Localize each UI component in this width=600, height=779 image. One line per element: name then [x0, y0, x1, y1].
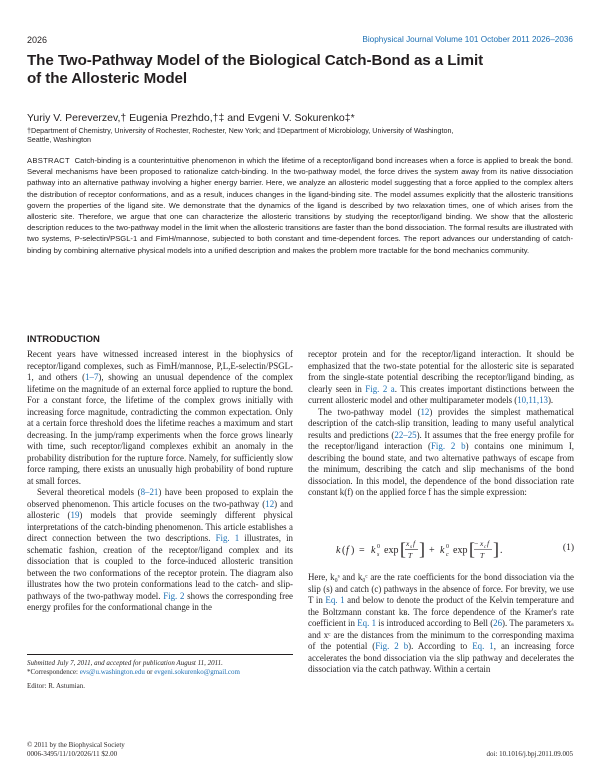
equation-1 [308, 536, 574, 562]
affiliation-line-1: †Department of Chemistry, University of Rochester, Rochester, New York; and ‡Department of Microbiology, University of Washington, [27, 126, 454, 135]
body-column-right-top [308, 349, 574, 499]
paragraph: The two-pathway model (12) provides the simplest mathematical description of the catch-slip transition, leading to many useful analytical results and predictions (22–25). It assumes that the free energy profile for the receptor/ligand interaction (Fig. 2 b) contains one minimum I, describing the bound state, and two alternative pathways of escape from the minimum, describing the catch and slip mechanisms of the bond dissociation. In this model, the dependence of the bond dissociation rate constant k(f) on the applied force f has the simple expression: [308, 406, 575, 497]
svg-text:T: T [480, 551, 485, 560]
citation-link[interactable]: 10,11,13 [517, 395, 548, 405]
abstract [27, 155, 573, 256]
paragraph: Several theoretical models (8–21) have been proposed to explain the observed phenomenon. This article focuses on the two-pathway (12) and allosteric (19) models that provide seemingly different physical interpretations of the catch-binding phenomenon. This article establishes a direct connection between the two descriptions. Fig. 1 illustrates, in schematic fashion, creation of the receptor/ligand complex and its dissociation that is coupled to the force-induced allosteric transition between the two conformations of the receptor protein. The diagram also illustrates how the two protein conformations lead to the catch- and slip-pathways of the two-pathway model. Fig. 2 shows the corresponding free energy profiles for the conformational change in the [27, 487, 293, 612]
author-list: Yuriy V. Pereverzev,† Eugenia Prezhdo,†‡ and Evgeni V. Sokurenko‡* [27, 112, 355, 124]
svg-text:f: f [413, 539, 416, 548]
equation-link[interactable]: Eq. 1 [357, 618, 377, 628]
journal-info-link[interactable]: Biophysical Journal Volume 101 October 2011 2026–2036 [362, 35, 573, 44]
svg-text:s: s [410, 545, 412, 550]
copyright [27, 741, 125, 760]
svg-text:exp: exp [384, 545, 399, 556]
submission-dates: Submitted July 7, 2011, and accepted for publication August 11, 2011. [27, 659, 223, 667]
svg-text:.: . [500, 545, 503, 556]
paragraph: receptor protein and for the receptor/ligand interaction. It should be emphasized that the two-state potential for the allosteric site is separated from the single-state potential describing the receptor/ligand binding, as clearly seen in Fig. 2 a. This creates important distinctions between the current allosteric model and other multiparameter models (10,11,13). [308, 349, 574, 405]
affiliation-line-2: Seattle, Washington [27, 135, 92, 145]
svg-text:k: k [440, 545, 445, 556]
citation-link[interactable]: 22–25 [394, 429, 417, 440]
editor: Editor: R. Astumian. [27, 681, 85, 690]
figure-link[interactable]: Fig. 2 a [365, 383, 395, 394]
footnote-divider [27, 654, 293, 655]
svg-text:): ) [351, 545, 355, 556]
paragraph: Here, k₀ˢ and k₀ᶜ are the rate coefficients for the bond dissociation via the slip (s) and catch (c) pathways in the absence of force. For brevity, we use T in Eq. 1 and below to denote the product of the Kelvin temperature and the Boltzmann constant kʙ. The force dependence of the Kramer's rate coefficient in Eq. 1 is introduced according to Bell (26). The parameters xₛ and xᶜ are the distances from the minimum to the corresponding maxima of the potential (Fig. 2 b). According to Eq. 1, an increasing force accelerates the bond dissociation via the slip pathway and decelerates the dissociation via the catch pathway. Within a certain [308, 572, 575, 674]
copyright-line-1: © 2011 by the Biophysical Society [27, 741, 125, 749]
svg-text:+: + [429, 545, 435, 556]
correspondence: *Correspondence: evs@u.washington.edu or evgeni.sokurenko@gmail.com [27, 668, 240, 677]
citation-link[interactable]: 12 [420, 406, 430, 417]
abstract-label: ABSTRACT [27, 156, 70, 165]
svg-text:0: 0 [377, 544, 380, 550]
svg-text:x: x [406, 539, 410, 548]
footnotes [27, 659, 293, 691]
figure-link[interactable]: Fig. 2 b [375, 641, 409, 651]
svg-text:[: [ [469, 539, 475, 559]
citation-link[interactable]: 26 [493, 618, 503, 628]
section-heading-introduction: INTRODUCTION [27, 334, 100, 345]
svg-text:exp: exp [453, 545, 468, 556]
svg-text:[: [ [400, 539, 406, 559]
svg-text:−: − [474, 539, 479, 548]
svg-text:T: T [408, 551, 413, 560]
citation-link[interactable]: 12 [265, 498, 275, 509]
svg-text:]: ] [419, 539, 425, 559]
equation-link[interactable]: Eq. 1 [325, 595, 345, 605]
doi-link[interactable]: doi: 10.1016/j.bpj.2011.09.005 [486, 750, 573, 758]
svg-text:=: = [359, 545, 365, 556]
copyright-line-2: 0006-3495/11/10/2026/11 $2.00 [27, 750, 118, 759]
figure-link[interactable]: Fig. 2 b [430, 441, 466, 451]
equation-1-formula [336, 536, 546, 564]
svg-text:c: c [484, 545, 487, 550]
svg-text:f: f [487, 539, 490, 548]
email-link[interactable]: evgeni.sokurenko@gmail.com [154, 668, 240, 677]
title-line-2: of the Allosteric Model [27, 70, 187, 87]
figure-link[interactable]: Fig. 2 [163, 590, 185, 601]
svg-text:k: k [371, 545, 376, 556]
citation-link[interactable]: 8–21 [140, 487, 159, 497]
figure-link[interactable]: Fig. 1 [215, 533, 240, 543]
abstract-body: Catch-binding is a counterintuitive phenomenon in which the lifetime of a receptor/ligand bond increases when a force is applied to break the bond. Several mechanisms have been proposed to rationalize catch-binding. In the two-pathway model, the force drives the system away from its native dissociation pathway into an alternative pathway involving a higher energy barrier. Here, we analyze an allosteric model suggesting that a force applied to the complex alters the distribution of receptor conformations, and as a result, induces changes in the ligand-binding site. The model assumes explicitly that the allosteric transitions govern the properties of the ligand site. We demonstrate that the dynamics of the ligand is described by two relaxation times, one of which arises from the allosteric site. Therefore, we argue that one can characterize the allosteric transitions by studying the receptor/ligand binding. We show that the allosteric description reduces to the two-pathway model in the limit when the allosteric transitions are faster than the bond dissociation. The formal results are illustrated with two systems, P-selectin/PSGL-1 and FimH/mannose, subjected to both constant and time-dependent forces. The report advances our understanding of catch-binding by combining alternative physical models into a unified description and makes the problem more tractable for the bond mechanics community. [27, 156, 573, 255]
svg-text:s: s [377, 552, 380, 558]
svg-text:(: ( [342, 545, 346, 556]
body-column-left [27, 349, 293, 614]
equation-link[interactable]: Eq. 1 [472, 641, 494, 651]
citation-link[interactable]: 19 [70, 510, 80, 520]
svg-text:f: f [346, 545, 349, 556]
citation-link[interactable]: 1–7 [85, 372, 99, 382]
email-link[interactable]: evs@u.washington.edu [79, 668, 145, 677]
title-line-1: The Two-Pathway Model of the Biological Catch-Bond as a Limit [27, 52, 484, 69]
svg-text:x: x [480, 539, 484, 548]
svg-text:c: c [446, 552, 449, 558]
svg-text:0: 0 [446, 544, 449, 550]
equation-number: (1) [562, 543, 574, 553]
svg-text:k: k [336, 545, 341, 556]
body-column-right-bottom [308, 572, 574, 676]
article-title [27, 52, 573, 88]
affiliations [27, 126, 573, 145]
paragraph: Recent years have witnessed increased interest in the biophysics of receptor/ligand complexes, such as FimH/mannose, P,L,E-selectin/PSGL-1, and others (1–7), showing an unusual dependence of the complex lifetime on the magnitude of an external force applied to rupture the bond. For a constant force, the lifetime of the complex grows initially with increasing force magnitude, contradicting the common expectation. Only at a certain force threshold does the lifetime reaches a maximum and start decreasing. In the jump/ramp experiments when the force grows linearly with time, such receptor/ligand complexes exhibit an anomaly in the probability distribution for the rupture force. Namely, for sufficiently slow force ramping, there exists an unusually high probability of bond rupture at small forces. [27, 349, 293, 486]
page-number: 2026 [27, 35, 48, 45]
svg-text:]: ] [493, 539, 499, 559]
